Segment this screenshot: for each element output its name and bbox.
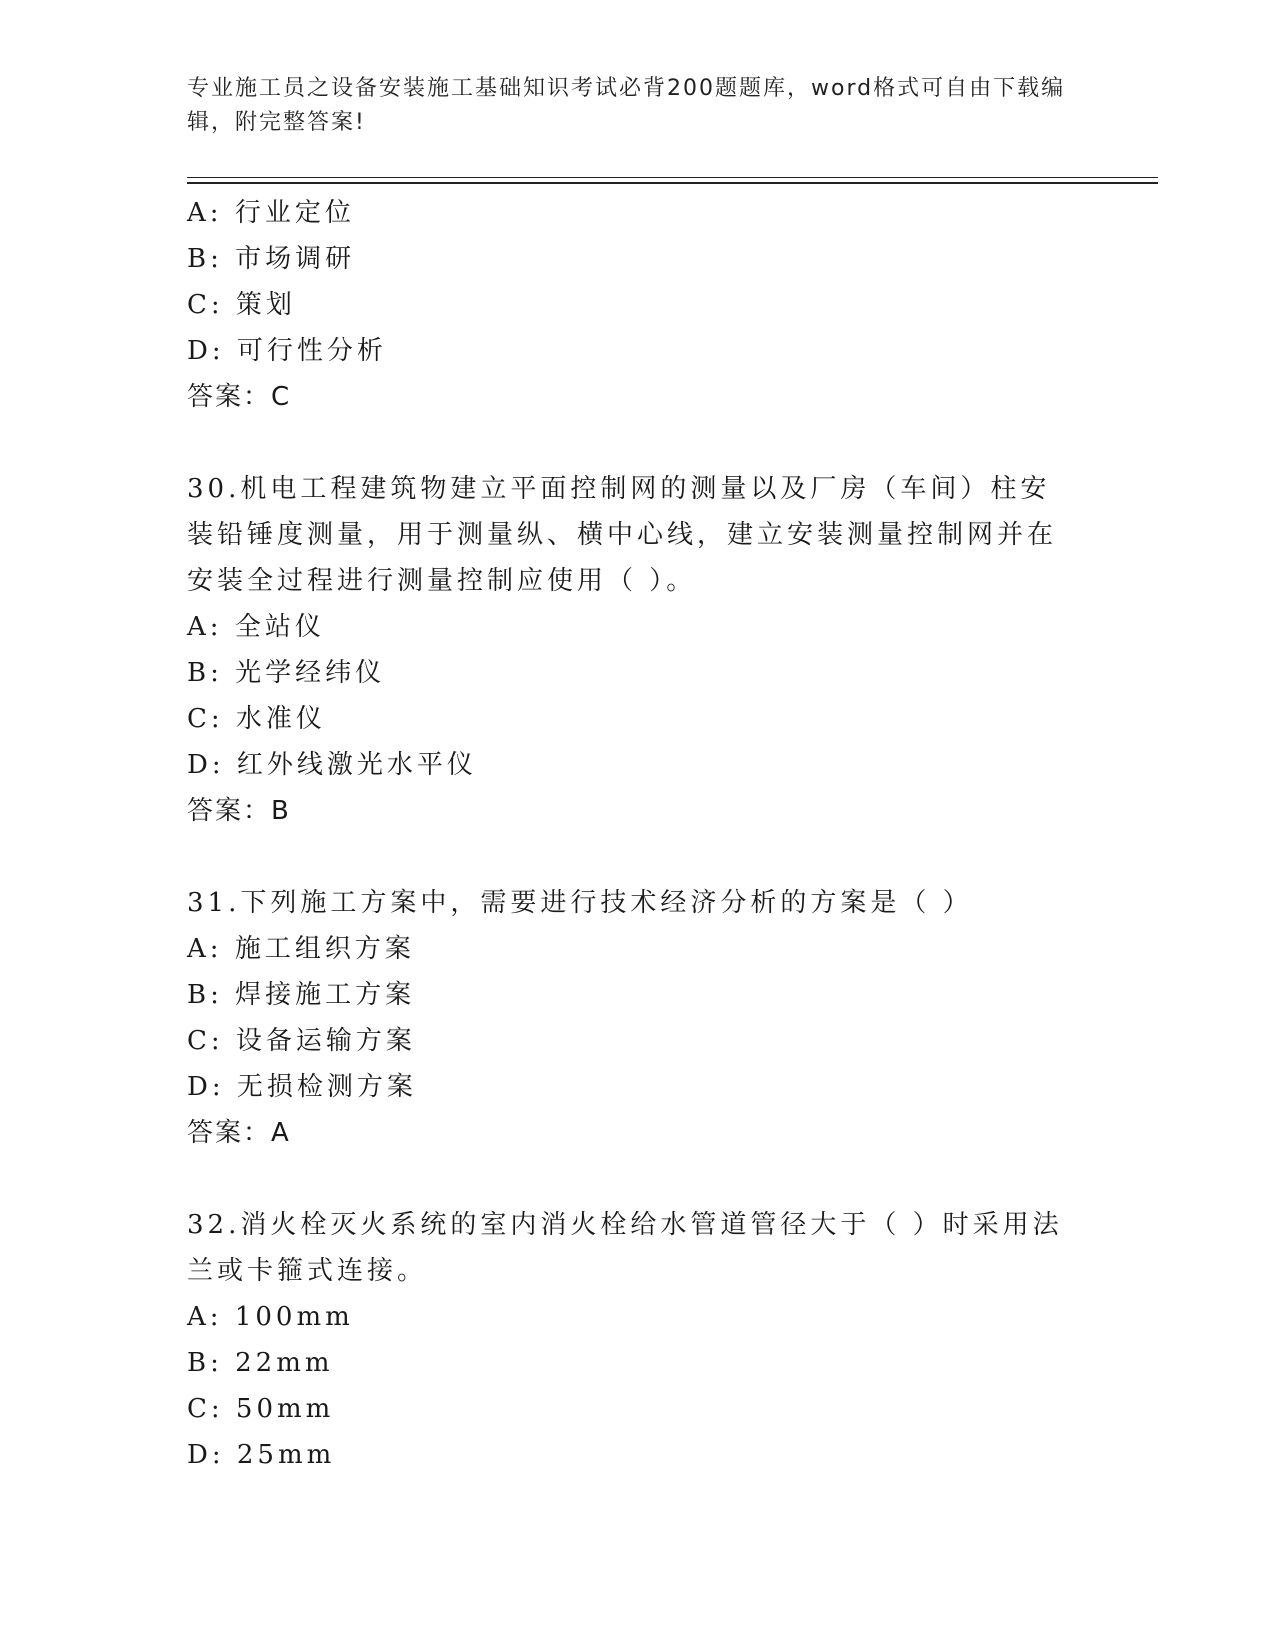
option-d: D: 红外线激光水平仪 [187,750,477,780]
option-c: C: 水准仪 [187,704,326,734]
question-block-29 [187,190,1087,420]
question-stem: 31.下列施工方案中，需要进行技术经济分析的方案是（ ） [187,888,973,918]
option-a: A: 施工组织方案 [187,934,415,964]
option-c: C: 设备运输方案 [187,1026,416,1056]
option-a: A: 全站仪 [187,612,325,642]
option-b: B: 22mm [187,1348,334,1378]
option-d: D: 无损检测方案 [187,1072,417,1102]
option-b: B: 焊接施工方案 [187,980,416,1010]
question-stem: 32.消火栓灭火系统的室内消火栓给水管道管径大于（ ）时采用法兰或卡箍式连接。 [187,1210,1063,1286]
option-a: A: 行业定位 [187,198,355,228]
question-block-30 [187,466,1087,834]
option-b: B: 市场调研 [187,244,356,274]
question-stem: 30.机电工程建筑物建立平面控制网的测量以及厂房（车间）柱安装铅锤度测量，用于测量纵、横中心线，建立安装测量控制网并在安装全过程进行测量控制应使用（ ）。 [187,474,1058,596]
answer-line: 答案：A [187,1118,291,1148]
option-a: A: 100mm [187,1302,354,1332]
header-divider-thick [187,182,1158,184]
answer-line: 答案：B [187,796,291,826]
question-list [187,190,1087,1478]
option-d: D: 25mm [187,1440,336,1470]
option-b: B: 光学经纬仪 [187,658,386,688]
option-c: C: 策划 [187,290,296,320]
option-c: C: 50mm [187,1394,335,1424]
question-block-31 [187,880,1087,1156]
answer-line: 答案：C [187,382,292,412]
question-block-32 [187,1202,1087,1478]
header-divider-thin [187,177,1158,178]
option-d: D: 可行性分析 [187,336,387,366]
document-header: 专业施工员之设备安装施工基础知识考试必背200题题库，word格式可自由下载编辑，附完整答案! [187,76,1066,135]
